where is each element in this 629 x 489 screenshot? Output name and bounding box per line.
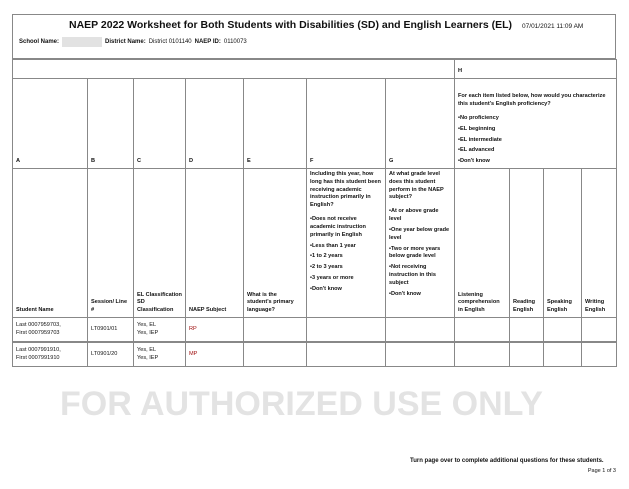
col-letter-c: C <box>134 79 186 169</box>
g-question: At what grade level does this student perform in the NAEP subject? <box>389 171 444 201</box>
g-options <box>389 208 451 298</box>
last-name: Last 0007991910, <box>16 346 61 353</box>
title-box <box>12 14 616 59</box>
f-option: • 1 to 2 years <box>310 253 382 261</box>
header-classification <box>134 169 186 318</box>
blank-header <box>13 60 455 79</box>
session-line: LT0901/01 <box>88 318 134 343</box>
h-option: • EL intermediate <box>458 137 613 145</box>
col-letter-d: D <box>186 79 244 169</box>
sd-value: Yes, IEP <box>137 329 159 336</box>
col-letter-g: G <box>386 79 455 169</box>
h-option: • No proficiency <box>458 115 613 123</box>
title-line <box>69 19 583 31</box>
first-name: First 0007991910 <box>16 354 60 361</box>
session-line: LT0901/20 <box>88 342 134 367</box>
speaking-cell[interactable] <box>544 342 582 367</box>
worksheet <box>12 14 616 367</box>
header-instruction-years <box>307 169 386 318</box>
g-option: • Not receiving instruction in this subject <box>389 264 451 287</box>
reading-cell[interactable] <box>510 342 544 367</box>
student-table <box>12 59 617 367</box>
school-label: School Name: <box>19 39 60 45</box>
header-subject: NAEP Subject <box>186 169 244 318</box>
instruction-years-cell[interactable] <box>307 342 386 367</box>
last-name: Last 0007959703, <box>16 321 61 328</box>
f-option: • Does not receive academic instruction primarily in English <box>310 216 382 239</box>
naep-id-label: NAEP ID: <box>194 39 221 45</box>
listening-cell[interactable] <box>455 318 510 343</box>
sd-value: Yes, IEP <box>137 354 159 361</box>
f-option: • 3 years or more <box>310 275 382 283</box>
el-value: Yes, EL <box>137 321 157 328</box>
h-question: For each item listed below, how would you characterize this student's English proficiency? <box>458 93 606 108</box>
table-row <box>13 342 617 367</box>
grade-level-cell[interactable] <box>386 342 455 367</box>
grade-level-cell[interactable] <box>386 318 455 343</box>
primary-language-cell[interactable] <box>244 318 307 343</box>
writing-cell[interactable] <box>582 342 617 367</box>
h-option: • Don't know <box>458 158 613 166</box>
reading-cell[interactable] <box>510 318 544 343</box>
g-option: • Don't know <box>389 291 451 299</box>
first-name: First 0007959703 <box>16 329 60 336</box>
el-classification-label: EL Classification <box>137 291 182 298</box>
col-letter-a: A <box>13 79 88 169</box>
header-speaking: Speaking English <box>544 169 582 318</box>
watermark: FOR AUTHORIZED USE ONLY <box>60 385 543 423</box>
header-listening: Listening comprehension in English <box>455 169 510 318</box>
h-option: • EL advanced <box>458 147 613 155</box>
classification <box>134 318 186 343</box>
f-question: Including this year, how long has this student been receiving academic instruction primarily in English? <box>310 171 381 209</box>
h-options <box>458 115 613 166</box>
h-instructions <box>455 79 617 169</box>
naep-subject: MP <box>186 342 244 367</box>
f-options <box>310 216 382 294</box>
school-info <box>19 37 247 47</box>
writing-cell[interactable] <box>582 318 617 343</box>
g-option: • At or above grade level <box>389 208 451 224</box>
h-option: • EL beginning <box>458 126 613 134</box>
instruction-years-cell[interactable] <box>307 318 386 343</box>
footer-note: Turn page over to complete additional questions for these students. <box>410 458 604 464</box>
f-option: • 2 to 3 years <box>310 264 382 272</box>
header-language: What is the student's primary language? <box>244 169 307 318</box>
page-title: NAEP 2022 Worksheet for Both Students with Disabilities (SD) and English Learners (EL) <box>69 19 513 31</box>
primary-language-cell[interactable] <box>244 342 307 367</box>
district-value: District 0101140 <box>148 39 192 45</box>
g-option: • One year below grade level <box>389 227 451 243</box>
col-letter-e: E <box>244 79 307 169</box>
header-grade-level <box>386 169 455 318</box>
school-name-redacted <box>62 37 102 47</box>
naep-subject: RP <box>186 318 244 343</box>
el-value: Yes, EL <box>137 346 157 353</box>
naep-id-value: 0110073 <box>223 39 247 45</box>
student-name <box>13 318 88 343</box>
timestamp: 07/01/2021 11:09 AM <box>522 23 584 30</box>
classification <box>134 342 186 367</box>
col-letter-b: B <box>88 79 134 169</box>
g-option: • Two or more years below grade level <box>389 246 451 262</box>
page-number: Page 1 of 3 <box>587 468 616 474</box>
table-row <box>13 318 617 343</box>
speaking-cell[interactable] <box>544 318 582 343</box>
sd-classification-label: SD Classification <box>137 299 174 314</box>
f-option: • Less than 1 year <box>310 243 382 251</box>
header-reading: Reading English <box>510 169 544 318</box>
student-name <box>13 342 88 367</box>
col-letter-h: H <box>455 60 617 79</box>
header-session: Session/ Line # <box>88 169 134 318</box>
col-letter-f: F <box>307 79 386 169</box>
header-student-name: Student Name <box>13 169 88 318</box>
f-option: • Don't know <box>310 286 382 294</box>
listening-cell[interactable] <box>455 342 510 367</box>
district-label: District Name: <box>105 39 146 45</box>
header-writing: Writing English <box>582 169 617 318</box>
